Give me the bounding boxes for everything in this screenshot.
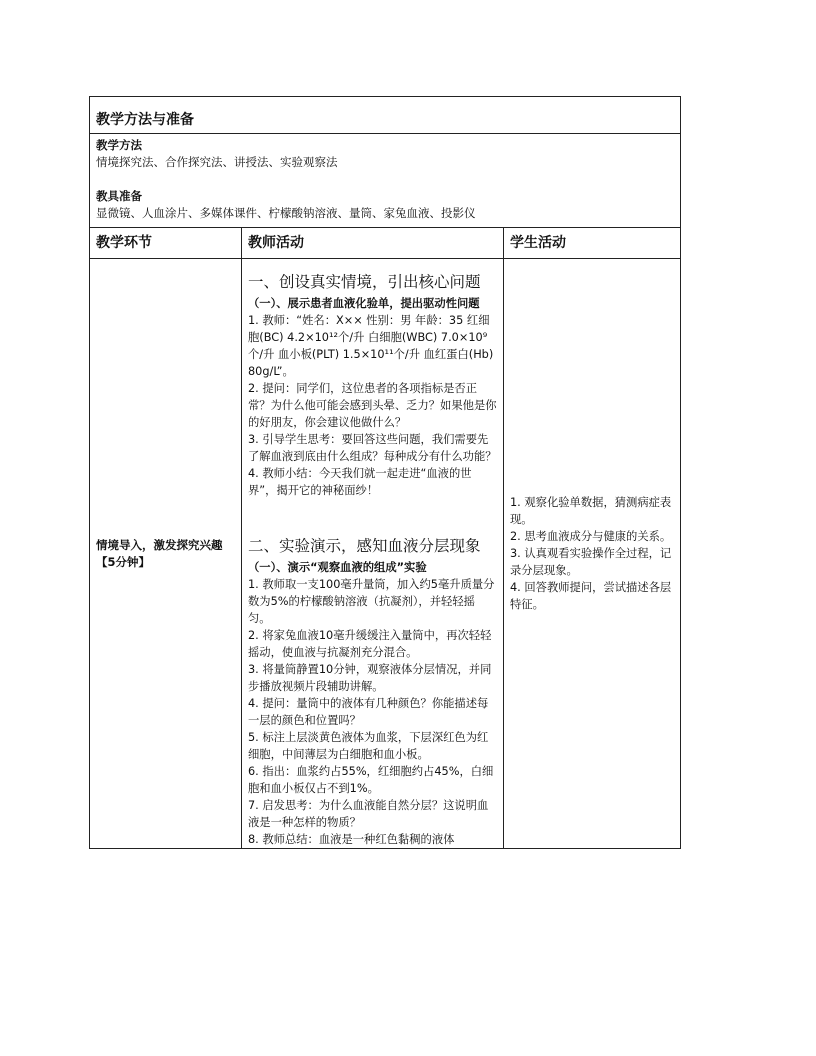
header-student: 学生活动 — [504, 228, 681, 259]
tools-label: 教具准备 — [96, 189, 142, 203]
student-item: 1. 观察化验单数据，猜测病症表现。 — [510, 496, 672, 526]
student-activity — [504, 259, 681, 849]
lesson-plan-table — [89, 96, 681, 849]
method-label: 教学方法 — [96, 138, 142, 152]
teacher-part1-item: 2. 提问：同学们，这位患者的各项指标是否正常？为什么他可能会感到头晕、乏力？如果他是你的好朋友，你会建议他做什么？ — [248, 382, 497, 429]
student-item: 4. 回答教师提问，尝试描述各层特征。 — [510, 581, 672, 611]
method-text: 情境探究法、合作探究法、讲授法、实验观察法 — [96, 155, 338, 169]
teacher-part2-item: 8. 教师总结：血液是一种红色黏稠的液体 — [248, 833, 455, 846]
methods-title-row — [90, 97, 681, 134]
phase-name: 情境导入，激发探究兴趣【5分钟】 — [90, 259, 242, 849]
student-item: 3. 认真观看实验操作全过程，记录分层现象。 — [510, 547, 672, 577]
teacher-part1-item: 3. 引导学生思考：要回答这些问题，我们需要先了解血液到底由什么组成？每种成分有什么功能？ — [248, 433, 497, 463]
teacher-part2-item: 4. 提问：量筒中的液体有几种颜色？你能描述每一层的颜色和位置吗？ — [248, 697, 489, 727]
teacher-part1-item: 1. 教师：“姓名：X×× 性别：男 年龄：35 红细胞(BC) 4.2×10¹²个/升 白细胞(WBC) 7.0×10⁹个/升 血小板(PLT) 1.5×10¹¹个/升 血红蛋白(Hb) 80g/L”。 — [248, 314, 494, 378]
teacher-part1-subtitle: （一）、展示患者血液化验单，提出驱动性问题 — [248, 297, 480, 310]
methods-content — [90, 134, 681, 228]
teacher-part2-item: 5. 标注上层淡黄色液体为血浆，下层深红色为红细胞，中间薄层为白细胞和血小板。 — [248, 731, 489, 761]
teacher-part2-item: 3. 将量筒静置10分钟，观察液体分层情况，并同步播放视频片段辅助讲解。 — [248, 663, 492, 693]
teacher-part1-item: 4. 教师小结：今天我们就一起走进“血液的世界”，揭开它的神秘面纱！ — [248, 467, 472, 497]
teacher-part2-item: 1. 教师取一支100毫升量筒，加入约5毫升质量分数为5%的柠檬酸钠溶液（抗凝剂），并轻轻摇匀。 — [248, 578, 495, 625]
header-phase: 教学环节 — [90, 228, 242, 259]
header-teacher: 教师活动 — [242, 228, 504, 259]
teacher-part1-title: 一、创设真实情境，引出核心问题 — [248, 273, 481, 291]
lesson-plan-document — [89, 96, 680, 849]
methods-content-row — [90, 134, 681, 228]
teacher-part2-item: 2. 将家兔血液10毫升缓缓注入量筒中，再次轻轻摇动，使血液与抗凝剂充分混合。 — [248, 629, 492, 659]
methods-section-title: 教学方法与准备 — [90, 97, 681, 134]
teacher-part2-item: 7. 启发思考：为什么血液能自然分层？这说明血液是一种怎样的物质？ — [248, 799, 489, 829]
teacher-activity — [242, 259, 504, 849]
teacher-part2-subtitle: （一）、演示“观察血液的组成”实验 — [248, 561, 427, 574]
teacher-part2-title: 二、实验演示，感知血液分层现象 — [248, 537, 481, 555]
phase-row — [90, 259, 681, 849]
table-header-row — [90, 228, 681, 259]
tools-text: 显微镜、人血涂片、多媒体课件、柠檬酸钠溶液、量筒、家兔血液、投影仪 — [96, 206, 476, 220]
student-item: 2. 思考血液成分与健康的关系。 — [510, 530, 672, 543]
teacher-part2-item: 6. 指出：血浆约占55%，红细胞约占45%，白细胞和血小板仅占不到1%。 — [248, 765, 494, 795]
